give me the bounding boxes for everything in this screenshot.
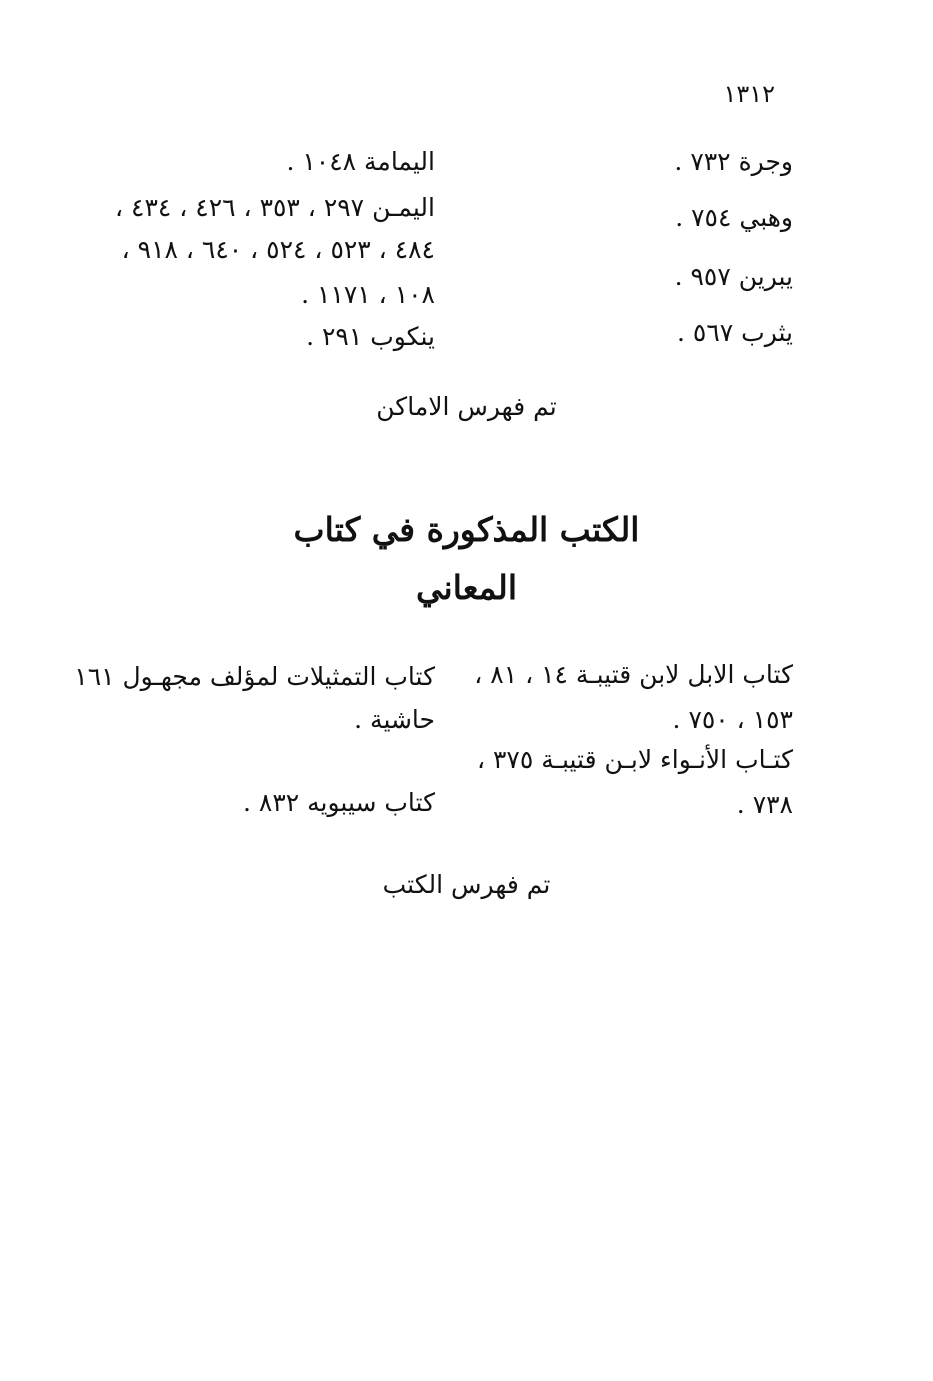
- book-entry-tamthilat: كتاب التمثيلات لمؤلف مجهـول ١٦١: [74, 662, 435, 691]
- book-entry-sibawayh: كتاب سيبويه ٨٣٢ .: [242, 788, 435, 817]
- book-entry-ibil-cont: ١٥٣ ، ٧٥٠ .: [672, 705, 793, 734]
- book-entry-anwa-cont: ٧٣٨ .: [736, 790, 793, 819]
- book-entry-tamthilat-cont: حاشية .: [354, 705, 435, 734]
- books-index-end-note: تم فهرس الكتب: [382, 870, 551, 899]
- place-entry-yemen-cont-2: ١٠٨ ، ١١٧١ .: [301, 280, 435, 309]
- book-entry-anwa: كتـاب الأنـواء لابـن قتيبـة ٣٧٥ ،: [476, 745, 793, 774]
- place-entry-wajra: وجرة ٧٣٢ .: [674, 147, 793, 176]
- page-number: ١٣١٢: [723, 80, 775, 108]
- place-entry-wahbi: وهبي ٧٥٤ .: [675, 203, 793, 232]
- section-title: الكتب المذكورة في كتاب: [293, 510, 640, 549]
- places-index-end-note: تم فهرس الاماكن: [376, 392, 557, 421]
- place-entry-yankub: ينكوب ٢٩١ .: [306, 322, 435, 351]
- book-entry-ibil: كتاب الابل لابن قتيبـة ١٤ ، ٨١ ،: [474, 660, 793, 689]
- place-entry-yabrin: يبرين ٩٥٧ .: [674, 262, 793, 291]
- place-entry-yamama: اليمامة ١٠٤٨ .: [286, 147, 435, 176]
- place-entry-yemen-cont-1: ٤٨٤ ، ٥٢٣ ، ٥٢٤ ، ٦٤٠ ، ٩١٨ ،: [121, 235, 435, 264]
- place-entry-yathrib: يثرب ٥٦٧ .: [677, 318, 793, 347]
- place-entry-yemen: اليمـن ٢٩٧ ، ٣٥٣ ، ٤٢٦ ، ٤٣٤ ،: [115, 193, 435, 222]
- section-title-line-2: المعاني: [416, 568, 517, 607]
